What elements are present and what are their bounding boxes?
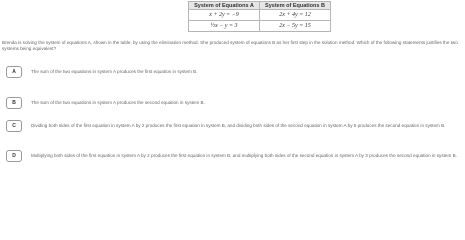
choice-b[interactable] [6,97,205,109]
choice-a[interactable] [6,66,197,78]
header-system-a: System of Equations A [189,2,260,10]
system-b-equation-2: 2x − 5y = 15 [260,21,331,32]
choice-d-text: Multiplying both sides of the first equation in system A by 2 produces the first equation in system B, and multiplying both sides of the second equation in system A by 3 produces the second equation in system B. [31,153,457,158]
system-b-equation-1: 2x + 4y = 12 [260,10,331,21]
choice-d[interactable] [6,150,461,162]
system-a-equation-1: x + 2y = −9 [189,10,260,21]
choice-d-letter[interactable]: D [6,150,22,162]
choice-c-text: Dividing both sides of the first equation in system A by 2 produces the first equation in system B, and dividing both sides of the second equation in system A by 5 produces the second equation in system B. [31,123,446,128]
choice-a-text: The sum of the two equations in system A produces the first equation in system B. [31,69,198,74]
choice-b-letter[interactable]: B [6,97,22,109]
header-system-b: System of Equations B [260,2,331,10]
table-row [189,10,331,21]
table-row [189,21,331,32]
system-a-equation-2: ½x − y = 3 [189,21,260,32]
systems-table [188,1,331,32]
choice-c[interactable] [6,120,461,132]
choice-a-letter[interactable]: A [6,66,22,78]
choice-c-letter[interactable]: C [6,120,22,132]
choice-b-text: The sum of the two equations in system A produces the second equation in system B. [31,100,205,105]
question-text: Brenda is solving the system of equations A, shown in the table, by using the elimination method. She produced system of equations B as her first step in the solution method. Which of the following statements justifies the two systems being equivalent? [2,40,458,51]
table-header-row [189,2,331,10]
